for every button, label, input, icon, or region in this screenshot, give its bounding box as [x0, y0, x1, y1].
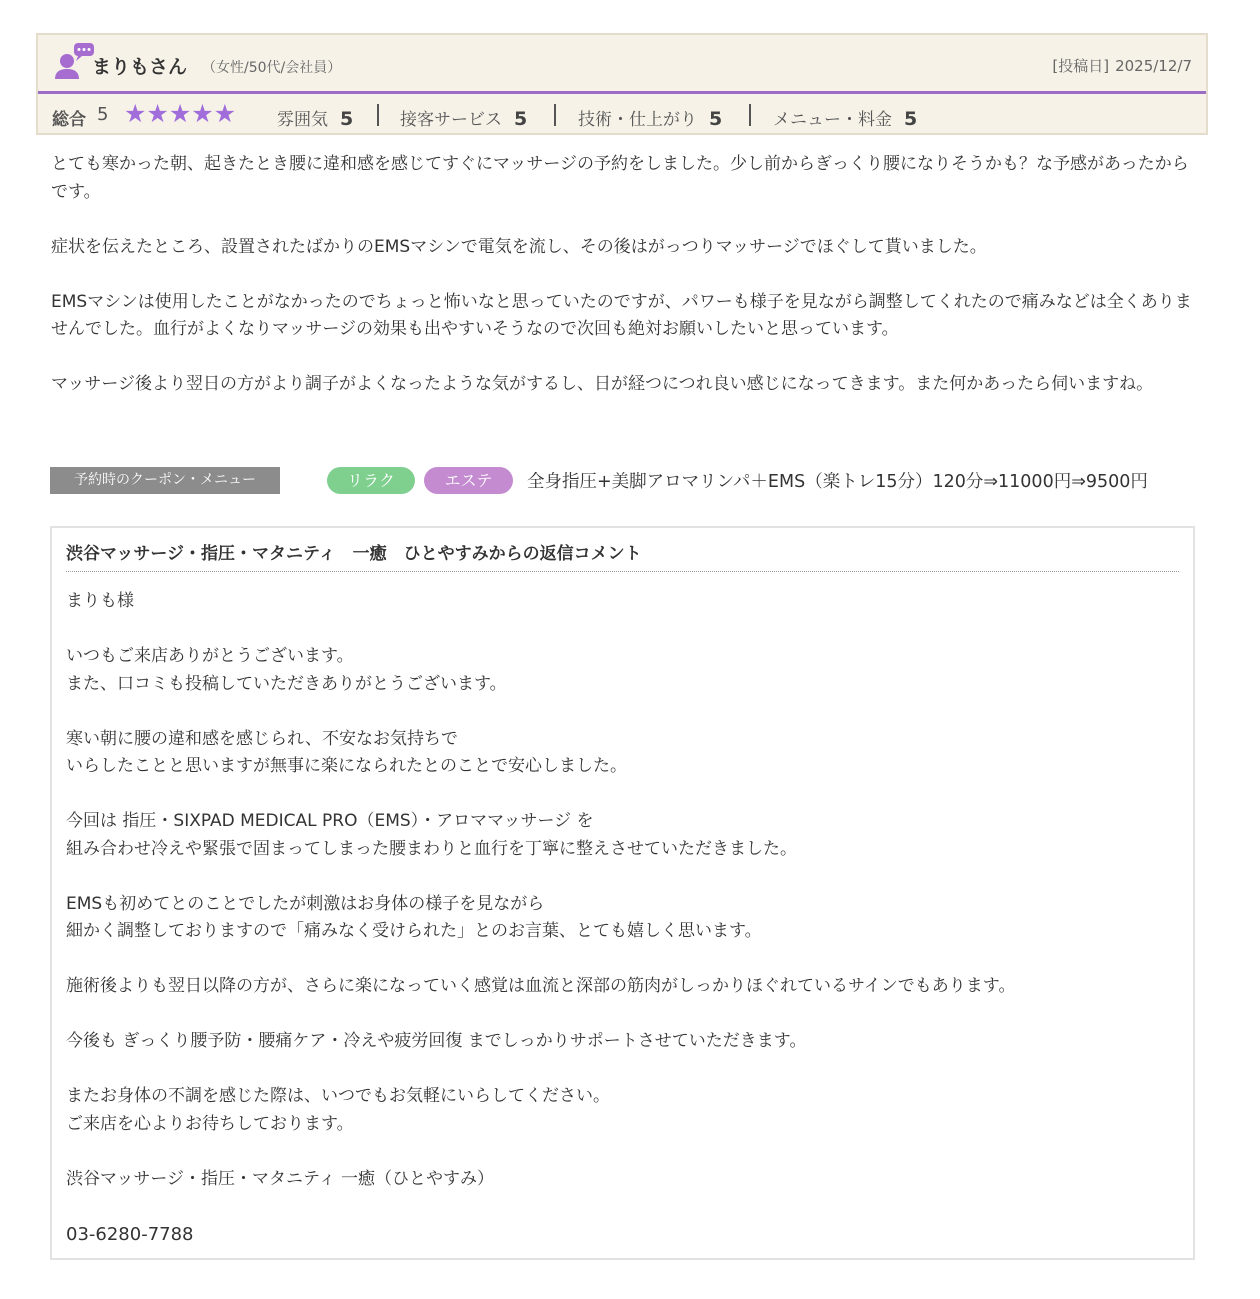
review-text: [51, 151, 1201, 426]
reply-paragraph: [66, 1221, 1181, 1250]
reply-line: 今後も ぎっくり腰予防・腰痛ケア・冷えや疲労回復 までしっかりサポートさせていただきます。: [66, 1031, 807, 1051]
rating-menu-price: [773, 105, 917, 130]
rating-menu-price-score: 5: [904, 108, 918, 130]
review-paragraph: 症状を伝えたところ、設置されたばかりのEMSマシンで電気を流し、その後はがっつりマッサージでほぐして貰いました。: [51, 236, 987, 257]
reply-paragraph: [66, 973, 1181, 1001]
rating-atmosphere-score: 5: [340, 108, 354, 130]
rating-divider: [749, 104, 751, 126]
reply-line: またお身体の不調を感じた際は、いつでもお気軽にいらしてください。: [66, 1086, 610, 1106]
rating-service-score: 5: [514, 108, 528, 130]
reply-line: いらしたことと思いますが無事に楽になられたとのことで安心しました。: [66, 756, 627, 776]
reply-paragraph: [66, 1083, 1181, 1138]
reply-line: EMSも初めてとのことでしたが刺激はお身体の様子を見ながら: [66, 893, 545, 914]
reply-paragraph: [66, 808, 1181, 863]
reviewer-meta: （女性/50代/会社員）: [202, 60, 342, 76]
reply-line: 施術後よりも翌日以降の方が、さらに楽になっていく感覚は血流と深部の筋肉がしっかりほぐれているサインでもあります。: [66, 976, 1016, 996]
reply-paragraph: [66, 1166, 1181, 1194]
reviewer-row: [38, 35, 1206, 94]
overall-rating-score: 5: [97, 104, 109, 125]
rating-technique-label: 技術・仕上がり: [578, 110, 697, 130]
coupon-menu-link[interactable]: 全身指圧+美脚アロマリンパ＋EMS（楽トレ15分）120分⇒11000円⇒9500円: [527, 472, 1148, 492]
reply-line: まりも様: [66, 591, 134, 611]
review-header: [36, 33, 1208, 135]
reply-line: ご来店を心よりお待ちしております。: [66, 1113, 354, 1134]
reply-line: 渋谷マッサージ・指圧・マタニティ 一癒（ひとやすみ）: [66, 1168, 495, 1189]
star-rating-icons: ★★★★★: [124, 99, 237, 128]
rating-technique-score: 5: [709, 108, 723, 130]
reply-line: また、口コミも投稿していただきありがとうございます。: [66, 673, 507, 694]
review-paragraph: マッサージ後より翌日の方がより調子がよくなったような気がするし、日が経つにつれ良い感じになってきます。また何かあったら伺いますね。: [51, 374, 1154, 394]
post-date: [1052, 55, 1192, 76]
review-paragraph: EMSマシンは使用したことがなかったのでちょっと怖いなと思っていたのですが、パワーも様子を見ながら調整してくれたので痛みなどは全くありませんでした。血行がよくなりマッサージの効果も出やすいそうなので次回も絶対お願いしたいと思っています。: [51, 291, 1192, 339]
reply-title: 渋谷マッサージ・指圧・マタニティ 一癒 ひとやすみからの返信コメント: [66, 544, 642, 564]
reply-paragraph: [66, 588, 1181, 616]
rating-divider: [377, 104, 379, 126]
rating-atmosphere: [277, 105, 353, 130]
reply-divider: [66, 571, 1179, 572]
reply-text: [66, 588, 1181, 1277]
overall-rating-label: 総合: [52, 110, 86, 130]
review-paragraph: とても寒かった朝、起きたとき腰に違和感を感じてすぐにマッサージの予約をしました。少し前からぎっくり腰になりそうかも？な予感があったからです。: [51, 154, 1189, 202]
rating-service: [400, 105, 527, 130]
reply-line: 組み合わせ冷えや緊張で固まってしまった腰まわりと血行を丁寧に整えさせていただきました。: [66, 838, 797, 859]
post-date-value: 2025/12/7: [1115, 57, 1192, 75]
reply-paragraph: [66, 726, 1181, 781]
reviewer-name[interactable]: まりもさん: [92, 56, 188, 78]
post-date-label: [投稿日]: [1052, 57, 1110, 75]
reply-paragraph: [66, 643, 1181, 698]
coupon-label: 予約時のクーポン・メニュー: [50, 467, 280, 494]
reply-line: 寒い朝に腰の違和感を感じられ、不安なお気持ちで: [66, 728, 458, 749]
reply-line: いつもご来店ありがとうございます。: [66, 646, 354, 666]
coupon-row: [50, 466, 1210, 496]
shop-phone: 03-6280-7788: [66, 1223, 194, 1245]
reply-paragraph: [66, 891, 1181, 946]
reply-paragraph: [66, 1028, 1181, 1056]
reply-line: 細かく調整しておりますので「痛みなく受けられた」とのお言葉、とても嬉しく思います。: [66, 921, 762, 941]
rating-row: [38, 94, 1206, 135]
rating-atmosphere-label: 雰囲気: [277, 110, 328, 130]
tag-relax[interactable]: リラク: [327, 467, 415, 494]
rating-service-label: 接客サービス: [400, 110, 502, 130]
rating-menu-price-label: メニュー・料金: [773, 110, 892, 130]
rating-technique: [578, 105, 722, 130]
reply-line: 今回は 指圧・SIXPAD MEDICAL PRO（EMS）・アロママッサージ を: [66, 811, 594, 831]
tag-esthetic[interactable]: エステ: [424, 467, 513, 494]
reply-box: [50, 526, 1195, 1260]
rating-divider: [554, 104, 556, 126]
